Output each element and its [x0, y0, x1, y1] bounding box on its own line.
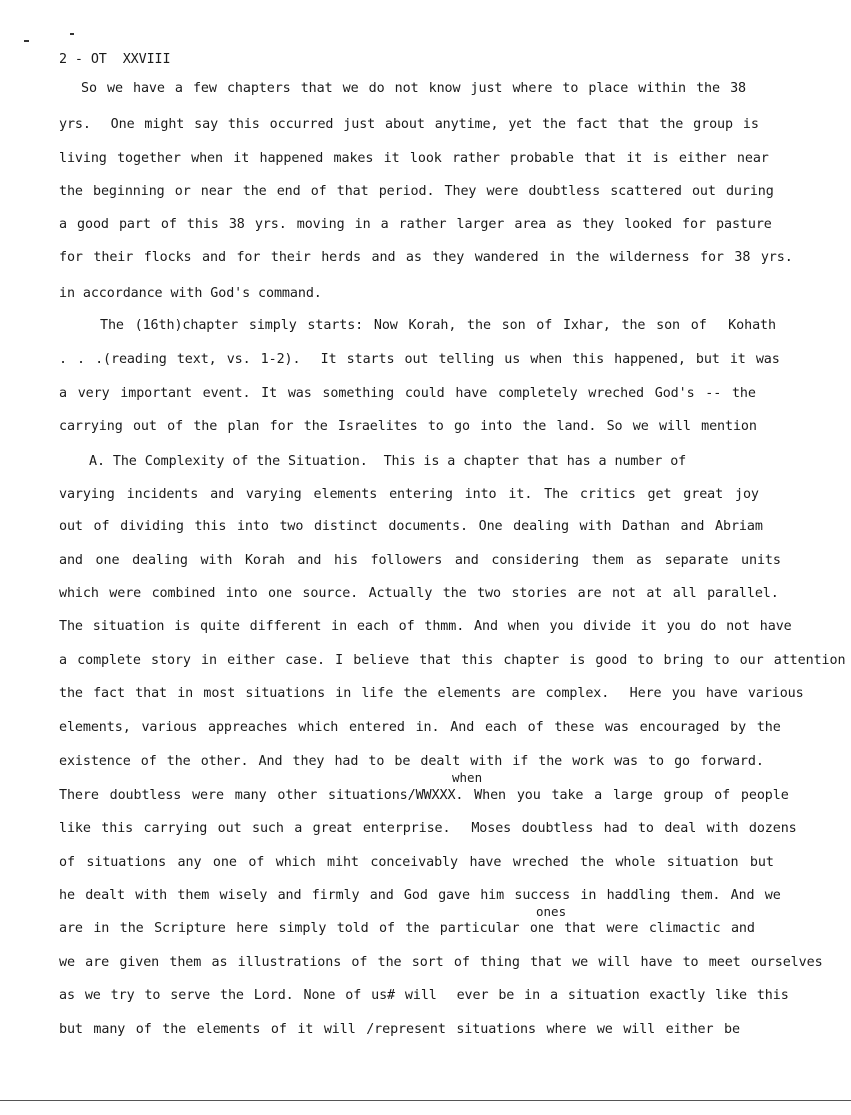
- text-line: of situations any one of which miht conceivably have wreched the whole situation but: [59, 855, 774, 870]
- text-line: the fact that in most situations in life the elements are complex. Here you have various: [59, 686, 804, 701]
- bottom-edge-line: [0, 1100, 851, 1101]
- text-line: a good part of this 38 yrs. moving in a rather larger area as they looked for pasture: [59, 217, 772, 232]
- text-line: out of dividing this into two distinct documents. One dealing with Dathan and Abriam: [59, 519, 763, 534]
- text-line: we are given them as illustrations of the sort of thing that we will have to meet ourselves: [59, 955, 823, 970]
- text-line: elements, various appreaches which entered in. And each of these was encouraged by the: [59, 720, 781, 735]
- text-line: but many of the elements of it will /represent situations where we will either be: [59, 1022, 740, 1037]
- text-line: as we try to serve the Lord. None of us# will ever be in a situation exactly like this: [59, 988, 789, 1003]
- stray-mark: [24, 40, 29, 42]
- text-line: for their flocks and for their herds and as they wandered in the wilderness for 38 yrs.: [59, 250, 793, 265]
- handwritten-insertion: ones: [536, 904, 567, 919]
- text-line: the beginning or near the end of that period. They were doubtless scattered out during: [59, 184, 774, 199]
- text-line: carrying out of the plan for the Israelites to go into the land. So we will mention: [59, 419, 757, 434]
- text-line: which were combined into one source. Actually the two stories are not at all parallel.: [59, 586, 779, 601]
- text-line: varying incidents and varying elements entering into it. The critics get great joy: [59, 487, 759, 502]
- text-line: existence of the other. And they had to be dealt with if the work was to go forward.: [59, 754, 764, 769]
- text-line: and one dealing with Korah and his followers and considering them as separate units: [59, 553, 781, 568]
- text-line: a very important event. It was something could have completely wreched God's -- the: [59, 386, 756, 401]
- text-line: in accordance with God's command.: [59, 286, 322, 301]
- handwritten-insertion: when: [452, 770, 483, 785]
- text-line: living together when it happened makes it look rather probable that it is either near: [59, 151, 769, 166]
- stray-mark: [70, 33, 74, 35]
- text-line: yrs. One might say this occurred just about anytime, yet the fact that the group is: [59, 117, 759, 132]
- text-line: There doubtless were many other situations/WWXXX. When you take a large group of people: [59, 788, 789, 803]
- text-line: a complete story in either case. I believe that this chapter is good to bring to our attention: [59, 653, 846, 668]
- text-line: A. The Complexity of the Situation. This is a chapter that has a number of: [89, 454, 687, 469]
- text-line: are in the Scripture here simply told of the particular one that were climactic and: [59, 921, 755, 936]
- text-line: The (16th)chapter simply starts: Now Korah, the son of Ixhar, the son of Kohath: [100, 318, 776, 333]
- text-line: like this carrying out such a great enterprise. Moses doubtless had to deal with dozens: [59, 821, 797, 836]
- text-line: he dealt with them wisely and firmly and God gave him success in haddling them. And we: [59, 888, 781, 903]
- text-line: So we have a few chapters that we do not know just where to place within the 38: [81, 81, 746, 96]
- text-line: . . .(reading text, vs. 1-2). It starts out telling us when this happened, but it was: [59, 352, 780, 367]
- page-header: 2 - OT XXVIII: [59, 52, 171, 67]
- text-line: The situation is quite different in each of thmm. And when you divide it you do not have: [59, 619, 792, 634]
